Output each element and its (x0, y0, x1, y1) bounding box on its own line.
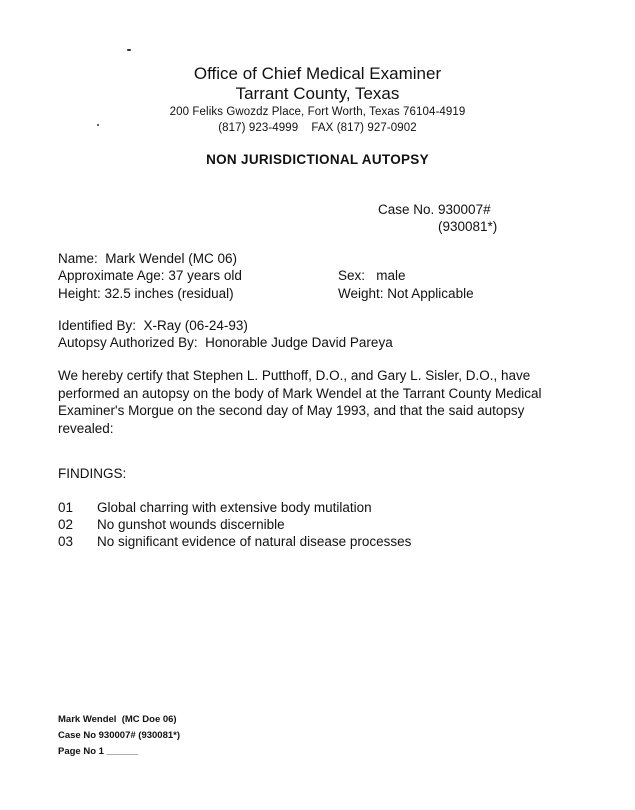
authorized-by: Autopsy Authorized By: Honorable Judge David Pareya (58, 335, 393, 350)
case-alt-number: (930081*) (438, 219, 498, 234)
footer-subject: Mark Wendel (MC Doe 06) (58, 714, 177, 725)
footer-case: Case No 930007# (930081*) (58, 730, 181, 741)
subject-weight: Weight: Not Applicable (338, 286, 474, 301)
finding-number: 02 (58, 517, 74, 532)
office-address: 200 Feliks Gwozdz Place, Fort Worth, Texas 76104-4919 (169, 106, 466, 118)
finding-text: No significant evidence of natural disease processes (97, 534, 412, 549)
office-phones: (817) 923-4999 FAX (817) 927-0902 (218, 122, 417, 134)
subject-name: Name: Mark Wendel (MC 06) (58, 251, 238, 266)
subject-sex: Sex: male (338, 268, 406, 283)
finding-text: Global charring with extensive body mutilation (97, 500, 372, 515)
office-title: Office of Chief Medical Examiner (193, 64, 442, 83)
findings-heading: FINDINGS: (58, 466, 127, 481)
finding-number: 01 (58, 500, 74, 515)
finding-number: 03 (58, 534, 74, 549)
subject-height: Height: 32.5 inches (residual) (58, 286, 234, 301)
identified-by: Identified By: X-Ray (06-24-93) (58, 318, 248, 333)
footer-page: Page No 1 ______ (58, 746, 139, 757)
subject-age: Approximate Age: 37 years old (58, 268, 242, 283)
case-number: Case No. 930007# (378, 202, 491, 217)
finding-text: No gunshot wounds discernible (97, 517, 285, 532)
certification-paragraph: We hereby certify that Stephen L. Putthoff, D.O., and Gary L. Sisler, D.O., have performed an autopsy on the body of Mark Wendel at the Tarrant County Medical Examiner's Morgue on the second day of May 1993, and that the said autopsy revealed: (58, 368, 542, 436)
document-type-heading: NON JURISDICTIONAL AUTOPSY (206, 152, 429, 167)
county-title: Tarrant County, Texas (235, 84, 400, 103)
scan-speck (127, 49, 131, 51)
